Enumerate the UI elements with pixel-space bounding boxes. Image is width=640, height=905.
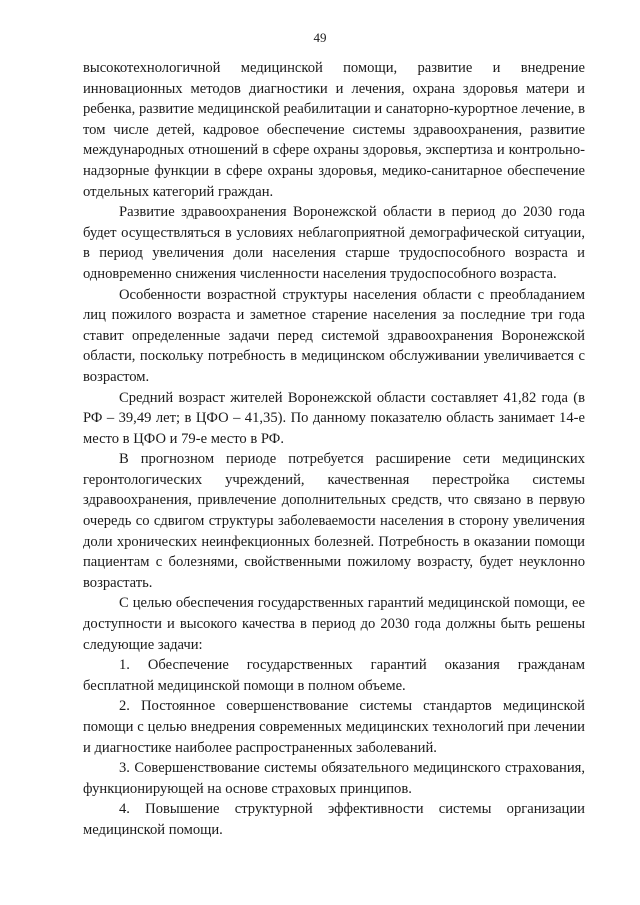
paragraph-healthcare-development: Развитие здравоохранения Воронежской области в период до 2030 года будет осуществляться в условиях неблагоприятной демографической ситуации, в период увеличения доли населения старше трудоспособного возраста и одновременно снижения численности населения трудоспособного возраста.: [83, 204, 585, 282]
paragraph-forecast: В прогнозном периоде потребуется расширение сети медицинских геронтологических учреждений, качественная перестройка системы здравоохранения, привлечение дополнительных средств, что связано в первую очередь со сдвигом структуры заболеваемости населения в сторону увеличения доли хронических неинфекционных болезней. Потребность в оказании помощи пациентам с болезнями, свойственными пожилому возрасту, будет неуклонно возрастать.: [83, 451, 585, 591]
list-item-task-1: 1. Обеспечение государственных гарантий оказания гражданам бесплатной медицинской помощи в полном объеме.: [83, 657, 585, 694]
page-number: 49: [313, 30, 327, 45]
paragraph-age-structure: Особенности возрастной структуры населения области с преобладанием лиц пожилого возраста и заметное старение населения за последние три года ставит определенные задачи перед системой здравоохранения Воронежской области, поскольку потребность в медицинском обслуживании увеличивается с возрастом.: [83, 286, 585, 385]
paragraph-average-age: Средний возраст жителей Воронежской области составляет 41,82 года (в РФ – 39,49 лет; в ЦФО – 41,35). По данному показателю область занимает 14-е место в ЦФО и 79-е место в РФ.: [83, 389, 585, 447]
list-item-task-3: 3. Совершенствование системы обязательного медицинского страхования, функционирующей на основе страховых принципов.: [83, 760, 585, 797]
document-body: [83, 58, 585, 841]
list-item-task-4: 4. Повышение структурной эффективности системы организации медицинской помощи.: [83, 801, 585, 838]
paragraph-tasks-intro: С целью обеспечения государственных гарантий медицинской помощи, ее доступности и высокого качества в период до 2030 года должны быть решены следующие задачи:: [83, 595, 585, 653]
paragraph-continuation: высокотехнологичной медицинской помощи, развитие и внедрение инновационных методов диагностики и лечения, охрана здоровья матери и ребенка, развитие медицинской реабилитации и санаторно-курортное лечение, в том числе детей, кадровое обеспечение системы здравоохранения, развитие международных отношений в сфере охраны здоровья, экспертиза и контрольно-надзорные функции в сфере охраны здоровья, медико-санитарное обеспечение отдельных категорий граждан.: [83, 60, 585, 200]
list-item-task-2: 2. Постоянное совершенствование системы стандартов медицинской помощи с целью внедрения современных медицинских технологий при лечении и диагностике наиболее распространенных заболеваний.: [83, 698, 585, 756]
